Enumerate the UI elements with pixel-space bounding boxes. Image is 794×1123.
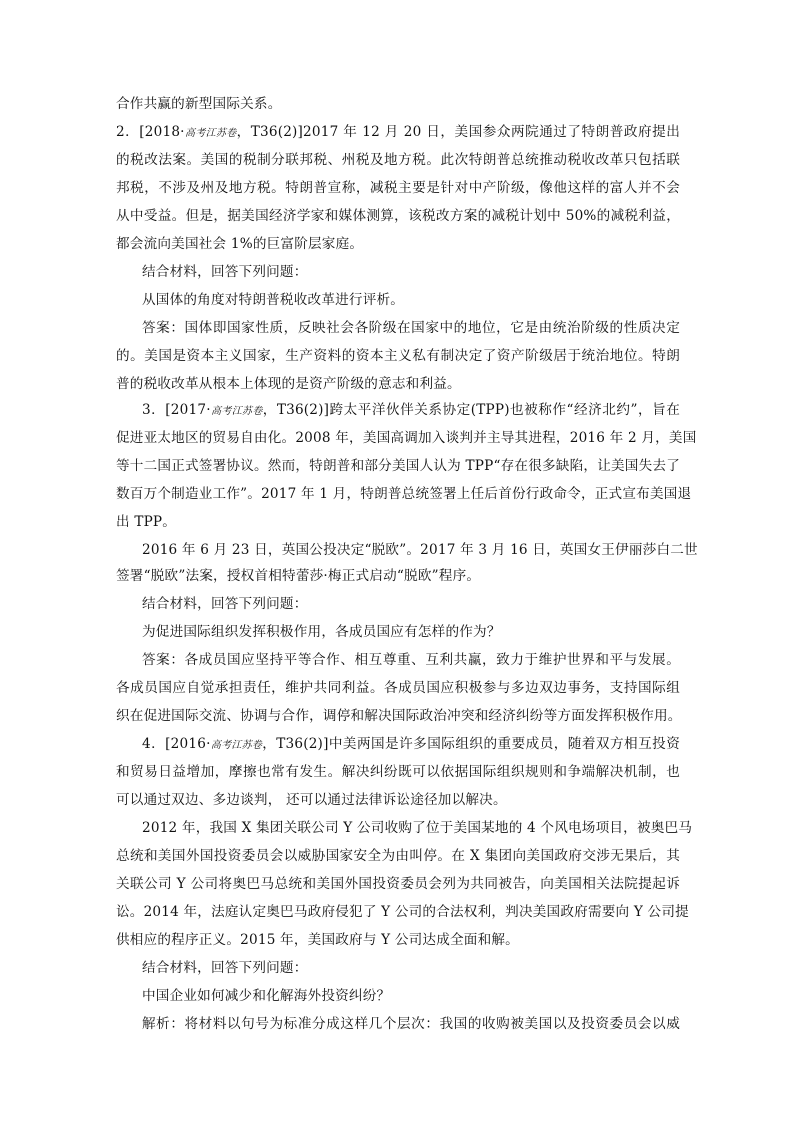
text-line: 可以通过双边、多边谈判， 还可以通过法律诉讼途径加以解决。 (116, 792, 507, 808)
text-line: 总统和美国外国投资委员会以威胁国家安全为由叫停。在 X 集团向美国政府交涉无果后，其 (116, 848, 680, 864)
text-line: 合作共赢的新型国际关系。 (116, 96, 282, 112)
text-line: 出 TPP。 (116, 514, 177, 530)
text-line: 关联公司 Y 公司将奥巴马总统和美国外国投资委员会列为共同被告，向美国相关法院提起诉 (116, 876, 680, 892)
text-line: 和贸易日益增加，摩擦也常有发生。解决纠纷既可以依据国际组织规则和争端解决机制，也 (116, 764, 680, 780)
text-line: 2012 年，我国 X 集团关联公司 Y 公司收购了位于美国某地的 4 个风电场项目，被奥巴马 (142, 820, 693, 836)
text-line: 数百万个制造业工作”。2017 年 1 月，特朗普总统签署上任后首份行政命令，正式宣布美国退 (116, 486, 692, 502)
source-label: 高考江苏卷 (210, 740, 263, 751)
text-line: 签署“脱欧”法案，授权首相特蕾莎·梅正式启动“脱欧”程序。 (116, 568, 481, 584)
question-text: ，T36(2)]中美两国是许多国际组织的重要成员，随着双方相互投资 (262, 736, 681, 752)
question-line: 为促进国际组织发挥积极作用，各成员国应有怎样的作为？ (142, 624, 501, 640)
question-line: 中国企业如何减少和化解海外投资纠纷？ (142, 988, 391, 1004)
text-line: 邦税，不涉及州及地方税。特朗普宣称，减税主要是针对中产阶级，像他这样的富人并不会 (116, 180, 680, 196)
question-3-header (142, 400, 680, 422)
analysis-line: 解析：将材料以句号为标准分成这样几个层次：我国的收购被美国以及投资委员会以威 (142, 1016, 680, 1032)
question-text: ，T36(2)]跨太平洋伙伴关系协定(TPP)也被称作“经济北约”，旨在 (262, 402, 681, 418)
text-line: 等十二国正式签署协议。然而，特朗普和部分美国人认为 TPP“存在很多缺陷，让美国失去了 (116, 458, 680, 474)
prompt-line: 结合材料，回答下列问题： (142, 960, 308, 976)
question-line: 从国体的角度对特朗普税收改革进行评析。 (142, 292, 405, 308)
text-line: 从中受益。但是，据美国经济学家和媒体测算，该税改方案的减税计划中 50%的减税利益， (116, 208, 680, 224)
question-text: ，T36(2)]2017 年 12 月 20 日，美国参众两院通过了特朗普政府提出 (236, 124, 681, 140)
answer-line: 各成员国应自觉承担责任，维护共同利益。各成员国应积极参与多边双边事务，支持国际组 (116, 680, 680, 696)
source-label: 高考江苏卷 (210, 406, 263, 417)
text-line: 促进亚太地区的贸易自由化。2008 年，美国高调加入谈判并主导其进程，2016 年 2 月，美国 (116, 430, 697, 446)
question-number: 2．[2018· (116, 124, 185, 140)
answer-line: 答案：各成员国应坚持平等合作、相互尊重、互利共赢，致力于维护世界和平与发展。 (142, 652, 680, 668)
question-number: 4．[2016· (142, 736, 211, 752)
text-line: 都会流向美国社会 1%的巨富阶层家庭。 (116, 236, 364, 252)
text-line: 2016 年 6 月 23 日，英国公投决定“脱欧”。2017 年 3 月 16 日，英国女王伊丽莎白二世 (142, 542, 698, 558)
answer-line: 答案：国体即国家性质，反映社会各阶级在国家中的地位，它是由统治阶级的性质决定 (142, 320, 680, 336)
text-line: 讼。2014 年，法庭认定奥巴马政府侵犯了 Y 公司的合法权利，判决美国政府需要向 Y 公司提 (116, 904, 689, 920)
text-line: 供相应的程序正义。2015 年，美国政府与 Y 公司达成全面和解。 (116, 932, 519, 948)
prompt-line: 结合材料，回答下列问题： (142, 596, 308, 612)
text-line: 的税改法案。美国的税制分联邦税、州税及地方税。此次特朗普总统推动税收改革只包括联 (116, 152, 680, 168)
answer-line: 织在促进国际交流、协调与合作，调停和解决国际政治冲突和经济纠纷等方面发挥积极作用。 (116, 708, 682, 724)
source-label: 高考江苏卷 (184, 128, 237, 139)
prompt-line: 结合材料，回答下列问题： (142, 264, 308, 280)
answer-line: 普的税收改革从根本上体现的是资产阶级的意志和利益。 (116, 376, 461, 392)
question-2-header (116, 122, 680, 144)
question-number: 3．[2017· (142, 402, 211, 418)
answer-line: 的。美国是资本主义国家，生产资料的资本主义私有制决定了资产阶级居于统治地位。特朗 (116, 348, 680, 364)
question-4-header (142, 734, 680, 756)
